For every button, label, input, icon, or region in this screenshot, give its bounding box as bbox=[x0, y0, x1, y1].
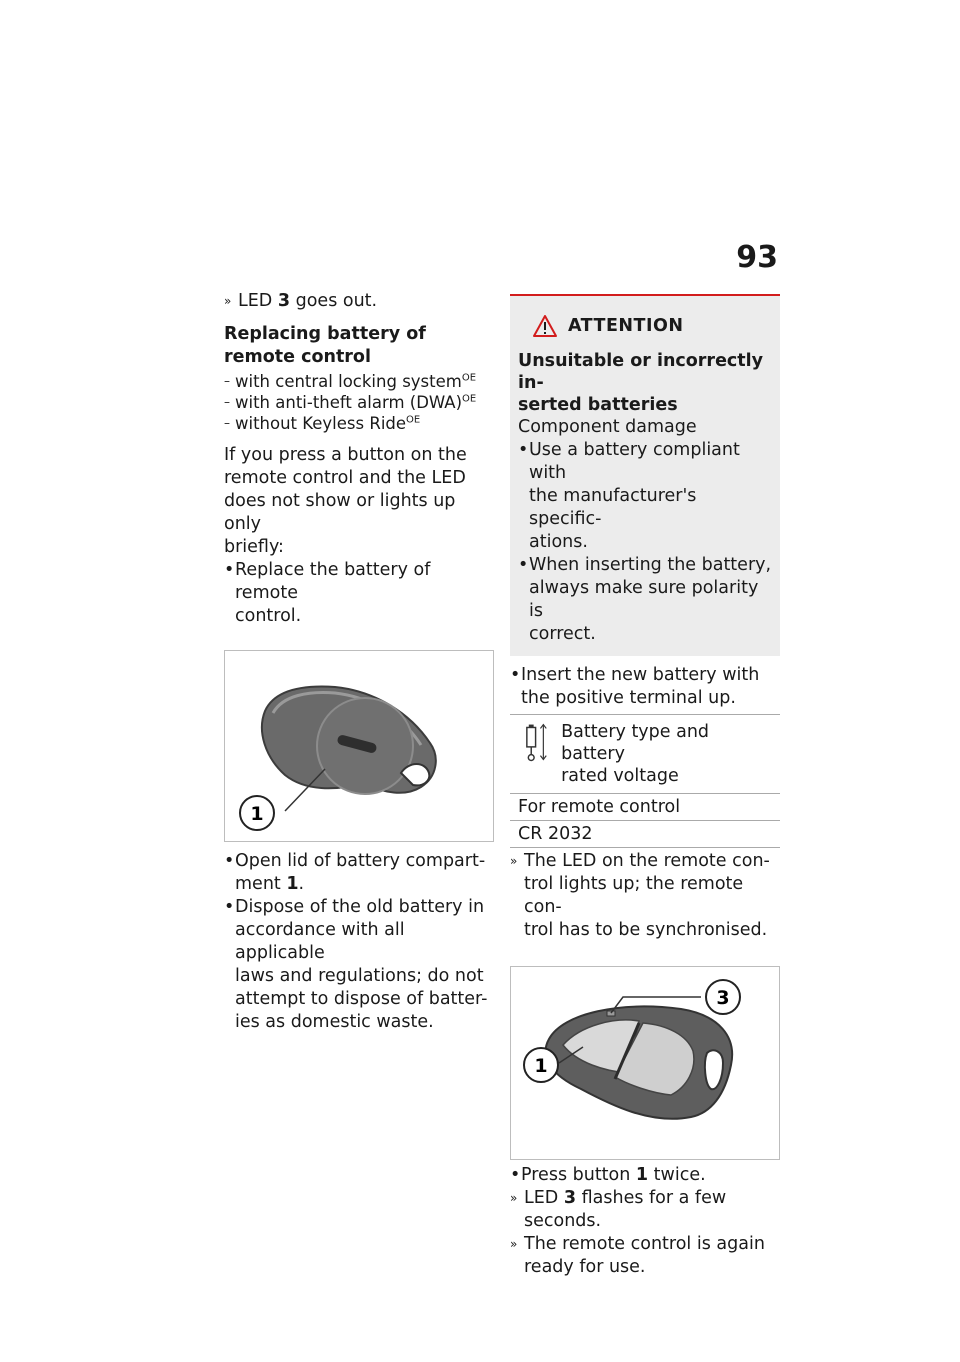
bullet-open-lid: • Open lid of battery compart- ment 1. bbox=[224, 850, 496, 896]
left-column bbox=[224, 290, 496, 1034]
warning-triangle-icon bbox=[532, 314, 558, 338]
attention-subtitle: Component damage bbox=[518, 417, 697, 437]
attention-heading: Unsuitable or incorrectly in- serted batteries bbox=[518, 351, 764, 415]
bullet-insert-battery: • Insert the new battery with the positive terminal up. bbox=[510, 664, 780, 710]
table-row-value: CR 2032 bbox=[510, 821, 780, 848]
callout-1: 1 bbox=[534, 1055, 548, 1077]
battery-table-header bbox=[510, 715, 780, 794]
remote-back-illustration bbox=[225, 651, 493, 841]
result-led-out: » LED 3 goes out. bbox=[224, 290, 496, 313]
battery-table bbox=[510, 714, 780, 848]
option-item: – without Keyless Ride$^{OE}$ bbox=[224, 413, 496, 434]
attention-box bbox=[510, 294, 780, 656]
callout-1: 1 bbox=[250, 803, 264, 825]
battery-spec-icon bbox=[522, 721, 551, 765]
option-item: – with anti-theft alarm (DWA)$^{OE}$ bbox=[224, 392, 496, 413]
options-list bbox=[224, 371, 496, 434]
table-row-label: For remote control bbox=[510, 794, 780, 821]
option-item: – with central locking system$^{OE}$ bbox=[224, 371, 496, 392]
remote-front-illustration bbox=[511, 967, 779, 1159]
attention-title: ATTENTION bbox=[568, 316, 684, 336]
attention-header bbox=[532, 314, 772, 338]
section-heading: Replacing battery of remote control bbox=[224, 324, 426, 367]
figure-remote-back bbox=[224, 650, 494, 842]
bullet-dispose: • Dispose of the old battery in accordance with all applicable laws and regulations; do not attempt to dispose of batter- ies as domestic waste. bbox=[224, 896, 496, 1034]
right-column bbox=[510, 294, 780, 1279]
table-header-text: Battery type and battery rated voltage bbox=[561, 722, 710, 786]
bullet-replace-battery: • Replace the battery of remote control. bbox=[224, 559, 496, 628]
result-ready: » The remote control is again ready for use. bbox=[510, 1233, 780, 1279]
callout-3: 3 bbox=[716, 987, 730, 1009]
result-led-flash: » LED 3 flashes for a few seconds. bbox=[510, 1187, 780, 1233]
page-number: 93 bbox=[736, 240, 778, 275]
intro-text: If you press a button on the remote control and the LED does not show or lights up only briefly: bbox=[224, 445, 467, 557]
figure-remote-front bbox=[510, 966, 780, 1160]
attention-bullet: • Use a battery compliant with the manufacturer's specific- ations. bbox=[518, 439, 772, 554]
bullet-press-button: • Press button 1 twice. bbox=[510, 1164, 780, 1187]
result-led-lights: » The LED on the remote con- trol lights up; the remote con- trol has to be synchronised. bbox=[510, 850, 780, 942]
attention-bullet: • When inserting the battery, always make sure polarity is correct. bbox=[518, 554, 772, 646]
